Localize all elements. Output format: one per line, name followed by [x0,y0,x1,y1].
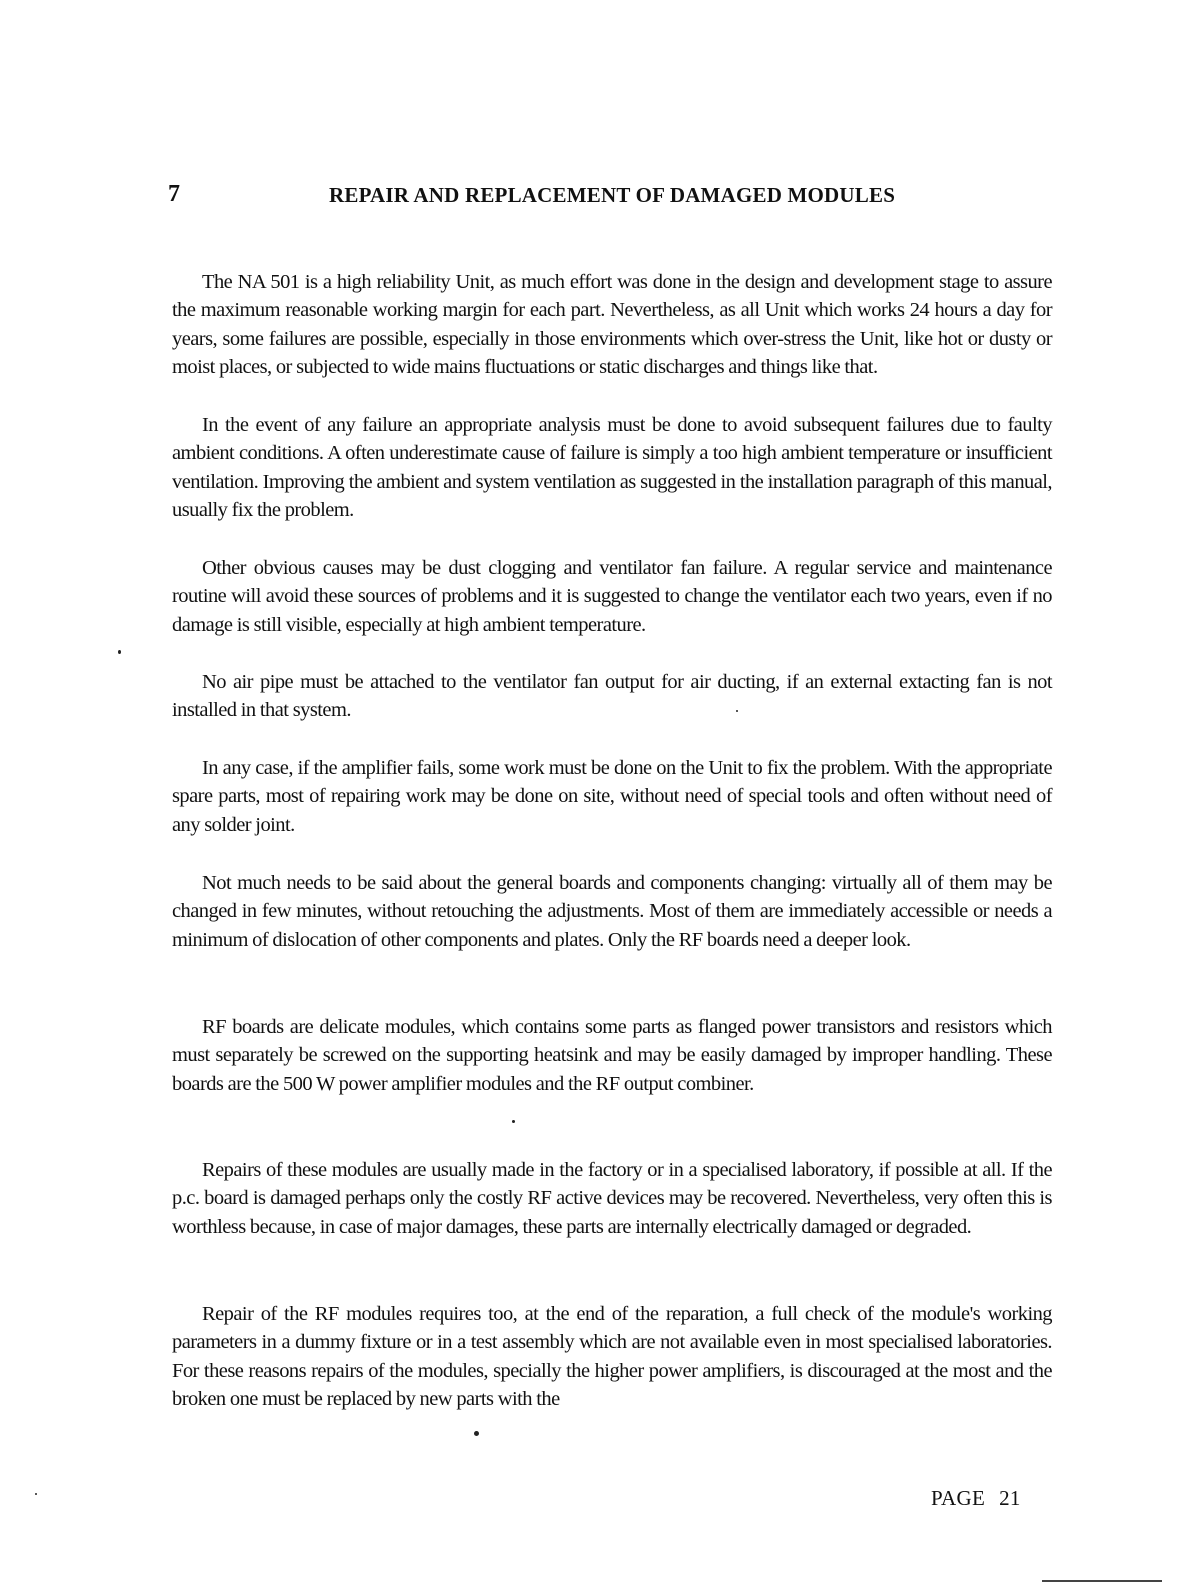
paragraph-module-repairs: Repairs of these modules are usually made in the factory or in a specialised laboratory, if possible at all. If the p.c. board is damaged perhaps only the costly RF active devices may be recovered. Nevertheless, very often this is worthless because, in case of major damages, these parts are internally electrically damaged or degraded. [172,1159,1052,1238]
paragraph-rf-module-check: Repair of the RF modules requires too, at the end of the reparation, a full check of the module's working parameters in a dummy fixture or in a test assembly which are not available even in most specialised laboratories. For these reasons repairs of the modules, specially the higher power amplifiers, is discouraged at the most and the broken one must be replaced by new parts with the [172,1303,1052,1411]
scan-speck [474,1431,479,1436]
paragraph-reliability: The NA 501 is a high reliability Unit, as much effort was done in the design and development stage to assure the maximum reasonable working margin for each part. Nevertheless, as all Unit which works 24 hours a day for years, some failures are possible, especially in those environments which over-stress the Unit, like hot or dusty or moist places, or subjected to wide mains fluctuations or static discharges and things like that. [172,271,1052,379]
page-footer [931,1486,1021,1511]
page-number: 21 [999,1486,1021,1510]
paragraph-on-site-repair: In any case, if the amplifier fails, some work must be done on the Unit to fix the problem. With the appropriate spare parts, most of repairing work may be done on site, without need of special tools and often without need of any solder joint. [172,757,1052,836]
scan-speck [35,1493,37,1495]
paragraph-general-boards: Not much needs to be said about the general boards and components changing: virtually all of them may be changed in few minutes, without retouching the adjustments. Most of them are immediately accessible or needs a minimum of dislocation of other components and plates. Only the RF boards need a deeper look. [172,872,1052,951]
scan-speck [736,710,738,712]
scan-speck [118,650,121,654]
section-number: 7 [168,181,181,207]
page-label: PAGE [931,1486,986,1510]
paragraph-rf-boards: RF boards are delicate modules, which contains some parts as flanged power transistors and resistors which must separately be screwed on the supporting heatsink and may be easily damaged by improper handling. These boards are the 500 W power amplifier modules and the RF output combiner. [172,1016,1052,1095]
paragraph-failure-analysis: In the event of any failure an appropriate analysis must be done to avoid subsequent failures due to faulty ambient conditions. A often underestimate cause of failure is simply a too high ambient temperature or insufficient ventilation. Improving the ambient and system ventilation as suggested in the installation paragraph of this manual, usually fix the problem. [172,414,1052,522]
paragraph-air-pipe: No air pipe must be attached to the ventilator fan output for air ducting, if an external extacting fan is not installed in that system. [172,671,1052,722]
section-title: REPAIR AND REPLACEMENT OF DAMAGED MODULES [329,183,896,207]
bottom-edge-line [1042,1580,1162,1582]
scan-speck [512,1120,515,1123]
paragraph-obvious-causes: Other obvious causes may be dust clogging and ventilator fan failure. A regular service and maintenance routine will avoid these sources of problems and it is suggested to change the ventilator each two years, even if no damage is still visible, especially at high ambient temperature. [172,557,1052,636]
section-heading [168,181,968,211]
